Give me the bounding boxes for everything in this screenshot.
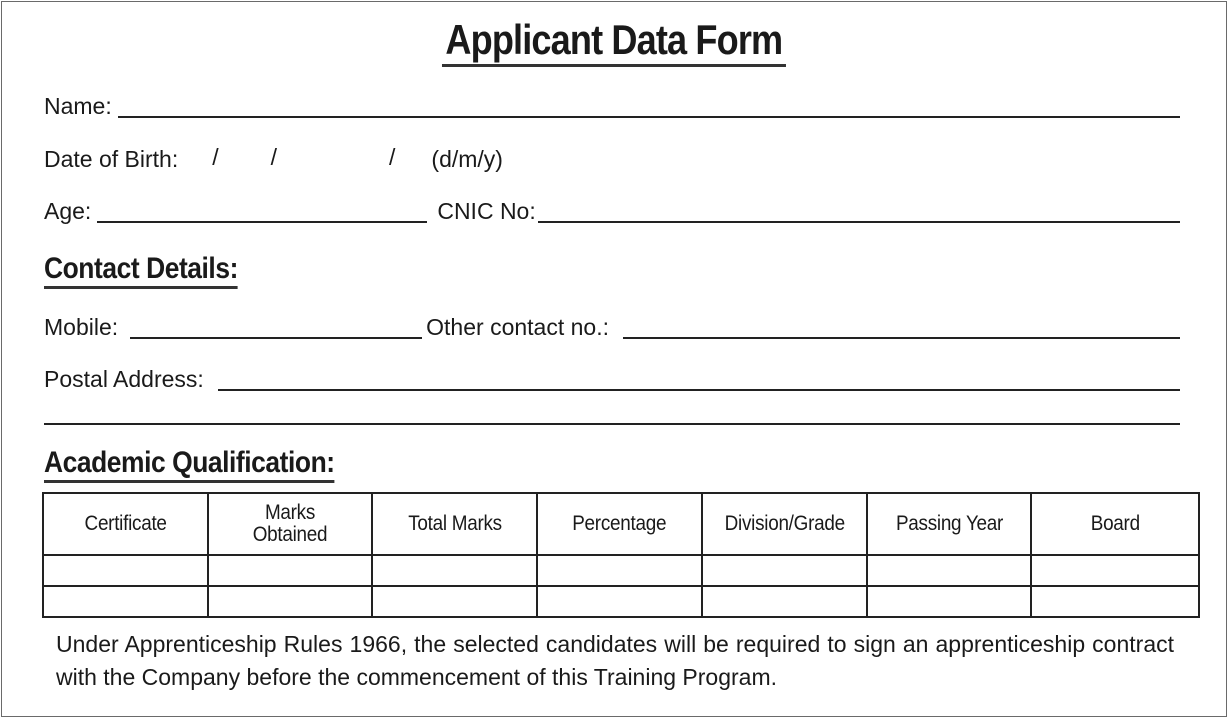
academic-qualification-heading: Academic Qualification: [44, 446, 335, 483]
column-header-passing-year: Passing Year [867, 493, 1032, 555]
dob-separator: / [212, 144, 219, 170]
postal-address-label: Postal Address: [44, 366, 204, 392]
dob-label: Date of Birth: [44, 146, 179, 172]
table-cell[interactable] [867, 586, 1032, 617]
table-cell[interactable] [537, 555, 702, 586]
table-cell[interactable] [1031, 586, 1199, 617]
table-cell[interactable] [372, 586, 537, 617]
form-title: Applicant Data Form [442, 16, 786, 67]
name-row [44, 88, 1180, 118]
table-cell[interactable] [537, 586, 702, 617]
dob-row [44, 141, 1180, 171]
column-header-total-marks: Total Marks [372, 493, 537, 555]
dob-separator: / [270, 144, 278, 170]
table-cell[interactable] [1031, 555, 1199, 586]
form-title-wrapper [2, 16, 1226, 67]
table-cell[interactable] [208, 555, 373, 586]
table-cell[interactable] [372, 555, 537, 586]
postal-address-field[interactable] [218, 367, 1180, 391]
table-cell[interactable] [702, 555, 867, 586]
other-contact-field[interactable] [623, 315, 1180, 339]
mobile-field[interactable] [130, 315, 422, 339]
dob-format-hint: (d/m/y) [431, 146, 503, 172]
cnic-label: CNIC No: [437, 198, 536, 224]
table-row [43, 586, 1199, 617]
postal-address-row [44, 361, 1180, 391]
dob-separator: / [389, 144, 396, 170]
table-cell[interactable] [208, 586, 373, 617]
age-label: Age: [44, 198, 92, 224]
table-header-row [43, 493, 1199, 555]
qualification-table [42, 492, 1200, 618]
other-contact-label: Other contact no.: [426, 314, 609, 340]
mobile-row [44, 309, 1180, 339]
table-cell[interactable] [43, 555, 208, 586]
postal-address-second-line[interactable] [44, 423, 1180, 425]
column-header-percentage: Percentage [537, 493, 702, 555]
apprenticeship-notice: Under Apprenticeship Rules 1966, the selected candidates will be required to sign an apprenticeship contract with the Company before the commencement of this Training Program. [56, 631, 1174, 690]
table-cell[interactable] [867, 555, 1032, 586]
table-cell[interactable] [43, 586, 208, 617]
column-header-marks-obtained: Marks Obtained [208, 493, 373, 555]
table-row [43, 555, 1199, 586]
age-field[interactable] [97, 199, 427, 223]
name-label: Name: [44, 93, 112, 119]
column-header-board: Board [1031, 493, 1199, 555]
table-cell[interactable] [702, 586, 867, 617]
contact-details-heading: Contact Details: [44, 252, 238, 289]
name-field[interactable] [118, 94, 1180, 118]
applicant-data-form [1, 1, 1227, 717]
age-cnic-row [44, 193, 1180, 223]
mobile-label: Mobile: [44, 314, 119, 340]
column-header-division-grade: Division/Grade [702, 493, 867, 555]
cnic-field[interactable] [538, 199, 1180, 223]
column-header-certificate: Certificate [43, 493, 208, 555]
